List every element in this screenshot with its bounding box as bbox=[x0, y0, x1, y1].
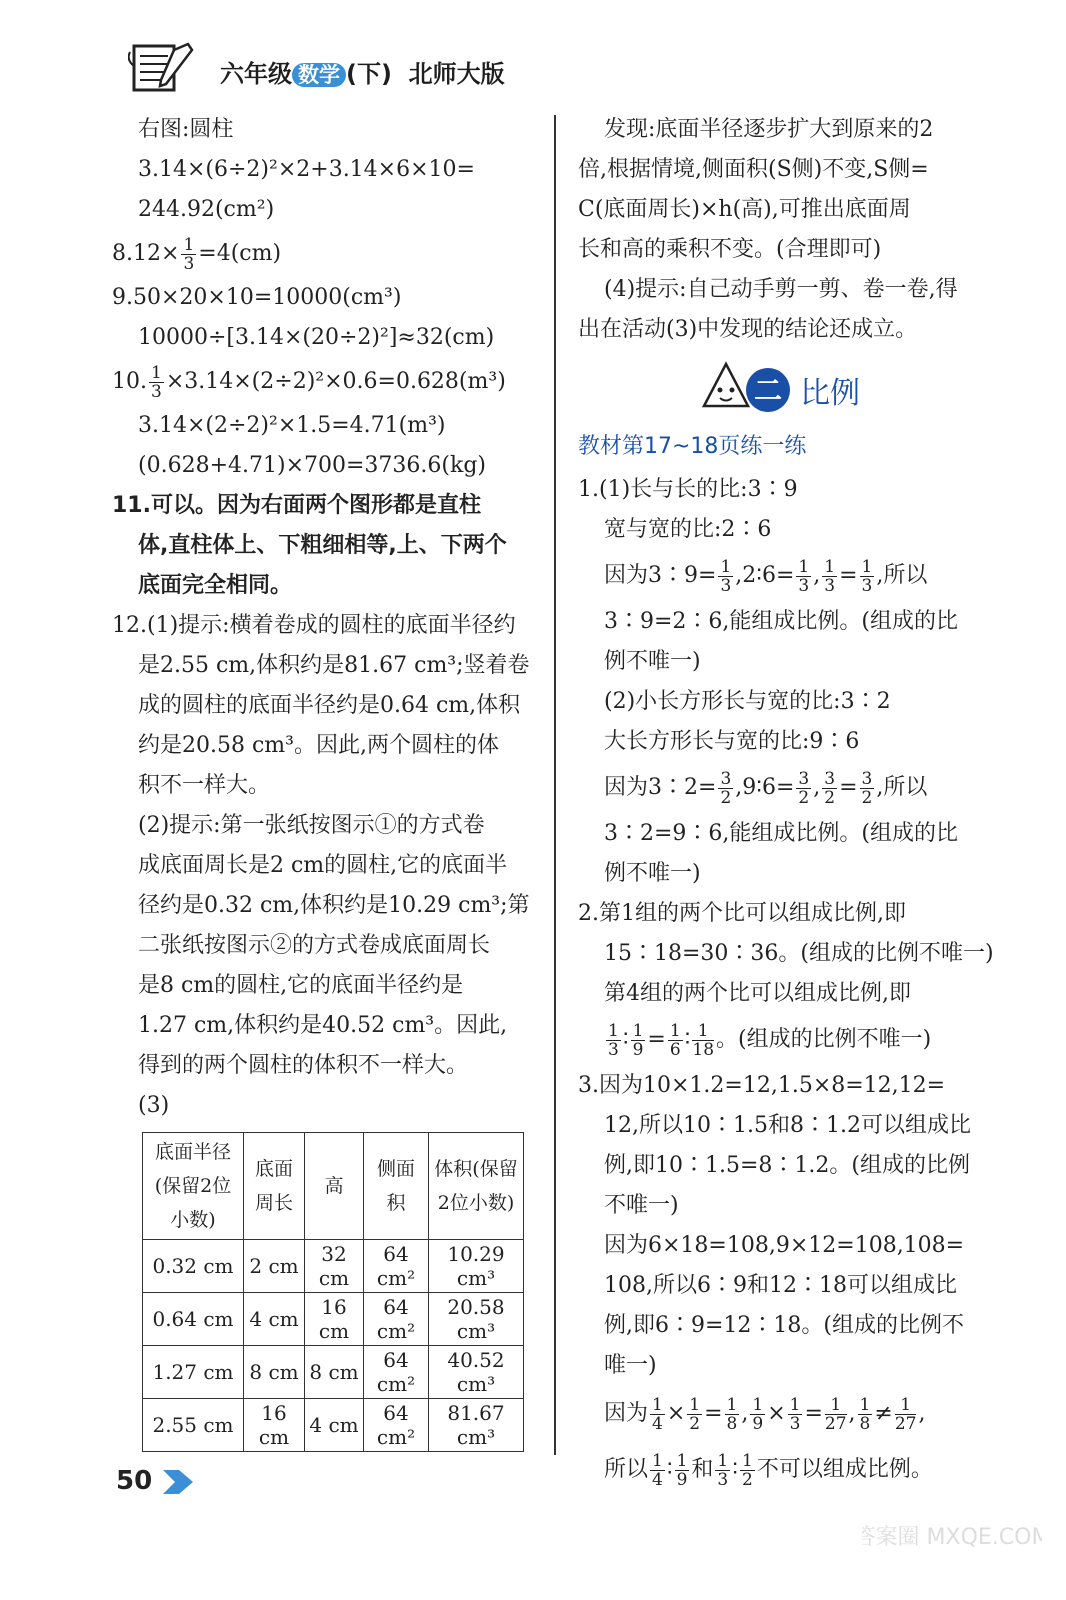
text-line: 244.92(cm²) bbox=[138, 197, 275, 222]
text-line: 体,直柱体上、下粗细相等,上、下两个 bbox=[138, 533, 507, 558]
page-number-text: 50 bbox=[116, 1466, 153, 1496]
text-line: (3) bbox=[138, 1093, 170, 1118]
text-line: 积不一样大。 bbox=[138, 773, 271, 798]
question-10 bbox=[112, 358, 536, 406]
right-column bbox=[578, 110, 998, 1498]
table-header-row bbox=[143, 1133, 524, 1240]
column-header: 底面半径(保留2位小数) bbox=[143, 1133, 244, 1240]
text-segment: 因为 bbox=[604, 1401, 649, 1426]
left-column bbox=[112, 110, 536, 1452]
text-line: 例不唯一) bbox=[604, 861, 701, 886]
watermark-logo bbox=[862, 1484, 1042, 1584]
text-line: (2)小长方形长与宽的比:3∶2 bbox=[604, 689, 891, 714]
table-cell: 16 cm bbox=[305, 1293, 364, 1346]
text-line: 长和高的乘积不变。(合理即可) bbox=[578, 237, 882, 262]
text-segment: = bbox=[839, 775, 858, 800]
column-divider bbox=[554, 115, 556, 1455]
text-line: 是2.55 cm,体积约是81.67 cm³;竖着卷 bbox=[138, 653, 530, 678]
fraction: $\frac{1}{3}$ bbox=[608, 1020, 619, 1060]
question-number: 8. bbox=[112, 241, 133, 266]
column-header: 高 bbox=[305, 1133, 364, 1240]
table-cell: 32 cm bbox=[305, 1240, 364, 1293]
question-8 bbox=[112, 230, 536, 278]
fraction: $\frac{1}{3}$ bbox=[798, 556, 810, 596]
text-line: 宽与宽的比:2∶6 bbox=[604, 517, 772, 542]
arrow-decoration-icon bbox=[161, 1468, 197, 1496]
fraction: $\frac{1}{3}$ bbox=[183, 234, 195, 274]
text-line: 12.(1)提示:横着卷成的圆柱的底面半径约 bbox=[112, 613, 516, 638]
text-line: 例,即10∶1.5=8∶1.2。(组成的比例 bbox=[604, 1153, 970, 1178]
text-line: 11.可以。因为右面两个图形都是直柱 bbox=[112, 493, 481, 518]
fraction: $\frac{3}{2}$ bbox=[824, 768, 836, 808]
table-row bbox=[143, 1240, 524, 1293]
fraction: $\frac{3}{2}$ bbox=[720, 768, 732, 808]
text-line: 1.27 cm,体积约是40.52 cm³。因此, bbox=[138, 1013, 508, 1038]
table-cell: 8 cm bbox=[305, 1346, 364, 1399]
table-cell: 10.29 cm³ bbox=[429, 1240, 524, 1293]
fraction: $\frac{1}{3}$ bbox=[151, 362, 162, 402]
page-number bbox=[116, 1466, 197, 1496]
text-segment: 不可以组成比例。 bbox=[756, 1457, 933, 1482]
fraction: $\frac{1}{9}$ bbox=[632, 1020, 644, 1060]
mascot-icon bbox=[696, 356, 806, 422]
text-line: 1.(1)长与长的比:3∶9 bbox=[578, 477, 798, 502]
text-line: 成的圆柱的底面半径约是0.64 cm,体积 bbox=[138, 693, 521, 718]
text-segment: ,2∶6= bbox=[735, 563, 795, 588]
fraction: $\frac{3}{2}$ bbox=[861, 768, 873, 808]
fraction: $\frac{3}{2}$ bbox=[798, 768, 810, 808]
table-cell: 1.27 cm bbox=[143, 1346, 244, 1399]
text-line: 例,即6∶9=12∶18。(组成的比例不 bbox=[604, 1313, 964, 1338]
fraction-line: 因为 $\frac{1}{4}$ × $\frac{1}{2}$ = $\frac{1}{8}$ , $\frac{1}{9}$ × $\frac{1}{3}$ = $\frac{1}{27}$ , $\frac{1}{8}$ ≠ $\frac{1}{27}$ , bbox=[604, 1394, 926, 1434]
text-segment: 因为3∶2= bbox=[604, 775, 717, 800]
column-header: 体积(保留2位小数) bbox=[429, 1133, 524, 1240]
text-line: 2.第1组的两个比可以组成比例,即 bbox=[578, 901, 906, 926]
text-segment: ,所以 bbox=[876, 775, 928, 800]
text-segment: 因为3∶9= bbox=[604, 563, 717, 588]
fraction: $\frac{1}{2}$ bbox=[741, 1450, 753, 1490]
text-line: 成底面周长是2 cm的圆柱,它的底面半 bbox=[138, 853, 508, 878]
text-segment: ,所以 bbox=[876, 563, 928, 588]
fraction-line: $\frac{1}{3}$ ∶ $\frac{1}{9}$ = $\frac{1}{6}$ ∶ $\frac{1}{18}$ 。(组成的比例不唯一) bbox=[608, 1020, 932, 1060]
table-cell: 0.64 cm bbox=[143, 1293, 244, 1346]
volume-label: (下) bbox=[346, 60, 392, 88]
text-line: 出在活动(3)中发现的结论还成立。 bbox=[578, 317, 918, 342]
fraction: $\frac{1}{2}$ bbox=[689, 1394, 701, 1434]
table-cell: 64 cm² bbox=[364, 1293, 429, 1346]
text-line: 3∶2=9∶6,能组成比例。(组成的比 bbox=[604, 821, 958, 846]
text-line: 右图:圆柱 bbox=[138, 117, 234, 142]
table-cell: 16 cm bbox=[244, 1399, 305, 1452]
text-segment: 12× bbox=[133, 241, 180, 266]
fraction: $\frac{1}{6}$ bbox=[669, 1020, 681, 1060]
text-line: 得到的两个圆柱的体积不一样大。 bbox=[138, 1053, 469, 1078]
text-line: (4)提示:自己动手剪一剪、卷一卷,得 bbox=[604, 277, 958, 302]
question-9 bbox=[112, 278, 536, 318]
fraction-line: 所以 $\frac{1}{4}$ ∶ $\frac{1}{9}$ 和 $\frac{1}{3}$ ∶ $\frac{1}{2}$ 不可以组成比例。 bbox=[604, 1450, 933, 1490]
fraction: $\frac{1}{8}$ bbox=[726, 1394, 738, 1434]
text-line: 径约是0.32 cm,体积约是10.29 cm³;第 bbox=[138, 893, 530, 918]
table-row bbox=[143, 1399, 524, 1452]
text-line: 12,所以10∶1.5和8∶1.2可以组成比 bbox=[604, 1113, 971, 1138]
question-number: 9. bbox=[112, 285, 133, 310]
subject-badge: 数学 bbox=[292, 63, 346, 87]
table-cell: 20.58 cm³ bbox=[429, 1293, 524, 1346]
text-line: 倍,根据情境,侧面积(S侧)不变,S侧= bbox=[578, 157, 929, 182]
page-header bbox=[128, 40, 548, 100]
text-line: 3.14×(2÷2)²×1.5=4.71(m³) bbox=[138, 413, 446, 438]
text-line: 例不唯一) bbox=[604, 649, 701, 674]
fraction: $\frac{1}{9}$ bbox=[752, 1394, 764, 1434]
text-line: (2)提示:第一张纸按图示①的方式卷 bbox=[138, 813, 485, 838]
table-cell: 40.52 cm³ bbox=[429, 1346, 524, 1399]
book-title bbox=[220, 54, 505, 89]
results-table bbox=[142, 1132, 524, 1452]
fraction: $\frac{1}{3}$ bbox=[717, 1450, 729, 1490]
text-line: 底面完全相同。 bbox=[138, 573, 293, 598]
table-cell: 64 cm² bbox=[364, 1399, 429, 1452]
text-line: 大长方形长与宽的比:9∶6 bbox=[604, 729, 860, 754]
table-cell: 64 cm² bbox=[364, 1346, 429, 1399]
text-line: 不唯一) bbox=[604, 1193, 679, 1218]
fraction: $\frac{1}{4}$ bbox=[652, 1394, 663, 1434]
text-line: 唯一) bbox=[604, 1353, 657, 1378]
text-line: 108,所以6∶9和12∶18可以组成比 bbox=[604, 1273, 957, 1298]
fraction: $\frac{1}{9}$ bbox=[676, 1450, 688, 1490]
svg-text:答案圈 MXQE.COM: 答案圈 MXQE.COM bbox=[862, 1525, 1042, 1550]
sub-heading: 教材第17~18页练一练 bbox=[578, 434, 807, 459]
text-line: 第4组的两个比可以组成比例,即 bbox=[604, 981, 911, 1006]
text-line: 是8 cm的圆柱,它的底面半径约是 bbox=[138, 973, 464, 998]
question-number: 10. bbox=[112, 369, 147, 394]
section-number: 二 bbox=[753, 374, 783, 407]
text-line: (0.628+4.71)×700=3736.6(kg) bbox=[138, 453, 486, 478]
table-cell: 2.55 cm bbox=[143, 1399, 244, 1452]
text-segment: , bbox=[813, 775, 821, 800]
fraction: $\frac{1}{3}$ bbox=[789, 1394, 801, 1434]
table-cell: 8 cm bbox=[244, 1346, 305, 1399]
fraction: $\frac{1}{3}$ bbox=[861, 556, 873, 596]
table-cell: 64 cm² bbox=[364, 1240, 429, 1293]
text-segment: , bbox=[813, 563, 821, 588]
table-cell: 2 cm bbox=[244, 1240, 305, 1293]
text-segment: 。(组成的比例不唯一) bbox=[716, 1027, 932, 1052]
fraction: $\frac{1}{4}$ bbox=[652, 1450, 663, 1490]
section-header bbox=[578, 354, 998, 424]
text-line: 因为6×18=108,9×12=108,108= bbox=[604, 1233, 965, 1258]
fraction: $\frac{1}{18}$ bbox=[692, 1020, 715, 1060]
fraction: $\frac{1}{27}$ bbox=[824, 1394, 847, 1434]
fraction: $\frac{1}{3}$ bbox=[824, 556, 836, 596]
text-line: 3∶9=2∶6,能组成比例。(组成的比 bbox=[604, 609, 958, 634]
text-segment: 所以 bbox=[604, 1457, 649, 1482]
table-cell: 4 cm bbox=[305, 1399, 364, 1452]
fraction-line bbox=[578, 550, 998, 602]
column-header: 底面周长 bbox=[244, 1133, 305, 1240]
text-segment: =4(cm) bbox=[198, 241, 282, 266]
text-segment: 50×20×10=10000(cm³) bbox=[133, 285, 402, 310]
notebook-pencil-icon bbox=[128, 40, 198, 98]
table-row bbox=[143, 1346, 524, 1399]
section-title: 比例 bbox=[800, 376, 860, 411]
text-line: 约是20.58 cm³。因此,两个圆柱的体 bbox=[138, 733, 499, 758]
watermark-icon bbox=[862, 1484, 1042, 1584]
text-segment: ,9∶6= bbox=[735, 775, 795, 800]
text-line: 3.14×(6÷2)²×2+3.14×6×10= bbox=[138, 157, 475, 182]
fraction: $\frac{1}{3}$ bbox=[720, 556, 732, 596]
column-header: 侧面积 bbox=[364, 1133, 429, 1240]
table-cell: 0.32 cm bbox=[143, 1240, 244, 1293]
fraction: $\frac{1}{27}$ bbox=[894, 1394, 917, 1434]
text-line: C(底面周长)×h(高),可推出底面周 bbox=[578, 197, 911, 222]
text-line: 10000÷[3.14×(20÷2)²]≈32(cm) bbox=[138, 325, 495, 350]
table-cell: 4 cm bbox=[244, 1293, 305, 1346]
table-row bbox=[143, 1293, 524, 1346]
fraction-line bbox=[578, 762, 998, 814]
text-line: 15∶18=30∶36。(组成的比例不唯一) bbox=[604, 941, 994, 966]
text-line: 发现:底面半径逐步扩大到原来的2 bbox=[604, 117, 934, 142]
text-line: 二张纸按图示②的方式卷成底面周长 bbox=[138, 933, 491, 958]
text-segment: = bbox=[839, 563, 858, 588]
fraction: $\frac{1}{8}$ bbox=[859, 1394, 871, 1434]
text-line: 3.因为10×1.2=12,1.5×8=12,12= bbox=[578, 1073, 946, 1098]
grade-label: 六年级 bbox=[220, 60, 292, 88]
text-segment: ×3.14×(2÷2)²×0.6=0.628(m³) bbox=[165, 369, 506, 394]
edition-label: 北师大版 bbox=[408, 60, 505, 88]
table-cell: 81.67 cm³ bbox=[429, 1399, 524, 1452]
